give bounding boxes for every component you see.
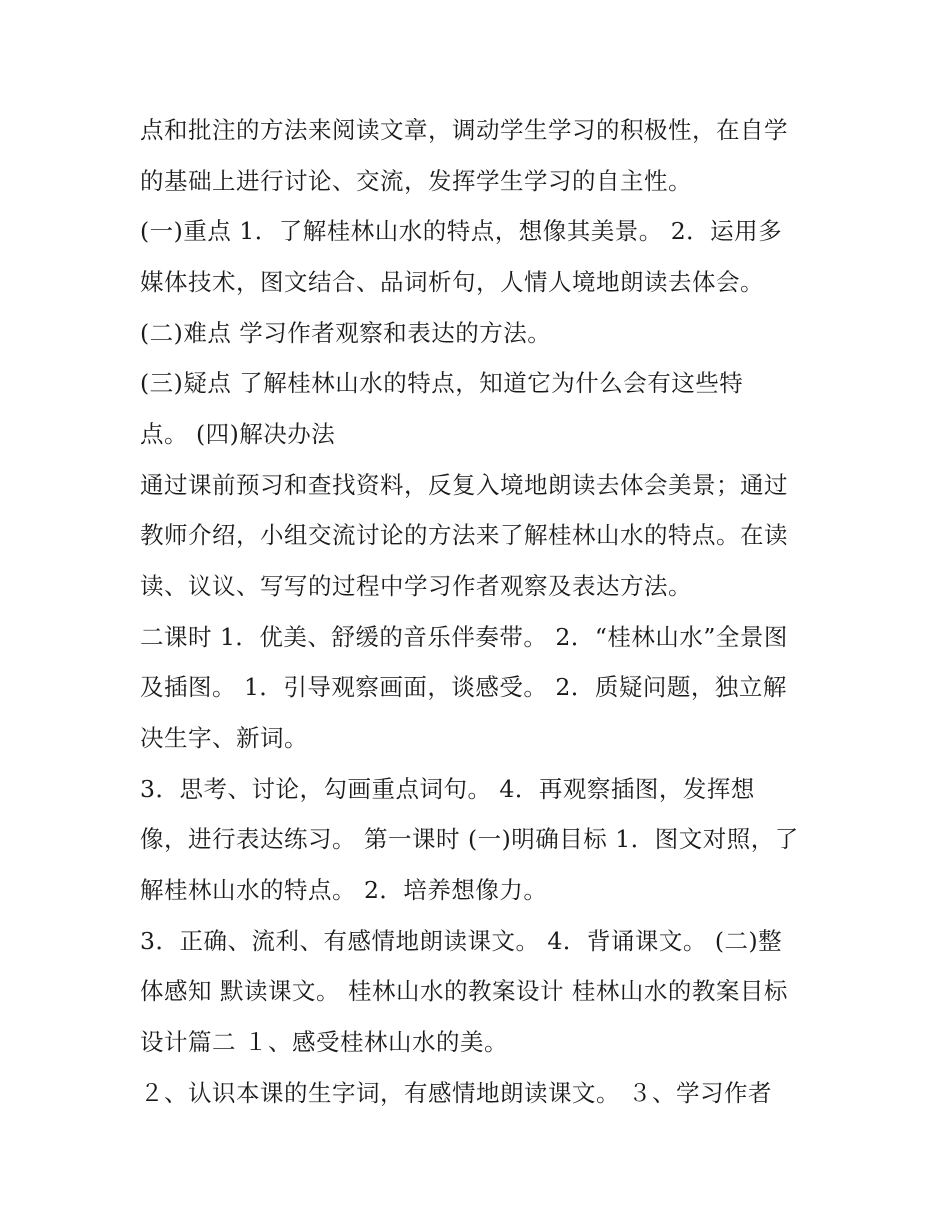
text-line: 决生字、新词。 bbox=[140, 724, 308, 752]
text-line: 媒体技术，图文结合、品词析句，人情人境地朗读去体会。 bbox=[140, 268, 764, 296]
text-line: (三)疑点 了解桂林山水的特点，知道它为什么会有这些特 bbox=[140, 369, 744, 397]
text-line: 的基础上进行讨论、交流，发挥学生学习的自主性。 bbox=[140, 167, 692, 195]
text-line: 体感知 默读课文。 桂林山水的教案设计 桂林山水的教案目标 bbox=[140, 977, 788, 1005]
text-line: 通过课前预习和查找资料，反复入境地朗读去体会美景；通过 bbox=[140, 471, 788, 499]
text-line: 及插图。 1．引导观察画面，谈感受。 2．质疑问题，独立解 bbox=[140, 673, 787, 701]
text-line: (一)重点 1．了解桂林山水的特点，想像其美景。 2．运用多 bbox=[140, 217, 783, 245]
text-line: 二课时 1．优美、舒缓的音乐伴奏带。 2．“桂林山水”全景图 bbox=[140, 623, 788, 651]
text-line: (二)难点 学习作者观察和表达的方法。 bbox=[140, 319, 552, 347]
text-line: 教师介绍，小组交流讨论的方法来了解桂林山水的特点。在读 bbox=[140, 521, 788, 549]
text-line: 读、议议、写写的过程中学习作者观察及表达方法。 bbox=[140, 572, 692, 600]
text-line: 3．正确、流利、有感情地朗读课文。 4．背诵课文。 (二)整 bbox=[140, 927, 783, 955]
text-line: 像，进行表达练习。 第一课时 (一)明确目标 1．图文对照，了 bbox=[140, 825, 799, 853]
text-line: 3．思考、讨论，勾画重点词句。 4．再观察插图，发挥想 bbox=[140, 775, 755, 803]
text-line: ２、认识本课的生字词，有感情地朗读课文。 ３、学习作者 bbox=[140, 1079, 772, 1107]
text-line: 点。 (四)解决办法 bbox=[140, 420, 336, 448]
text-line: 设计篇二 １、感受桂林山水的美。 bbox=[140, 1028, 508, 1056]
text-line: 解桂林山水的特点。 2．培养想像力。 bbox=[140, 876, 548, 904]
text-line: 点和批注的方法来阅读文章，调动学生学习的积极性，在自学 bbox=[140, 116, 788, 144]
